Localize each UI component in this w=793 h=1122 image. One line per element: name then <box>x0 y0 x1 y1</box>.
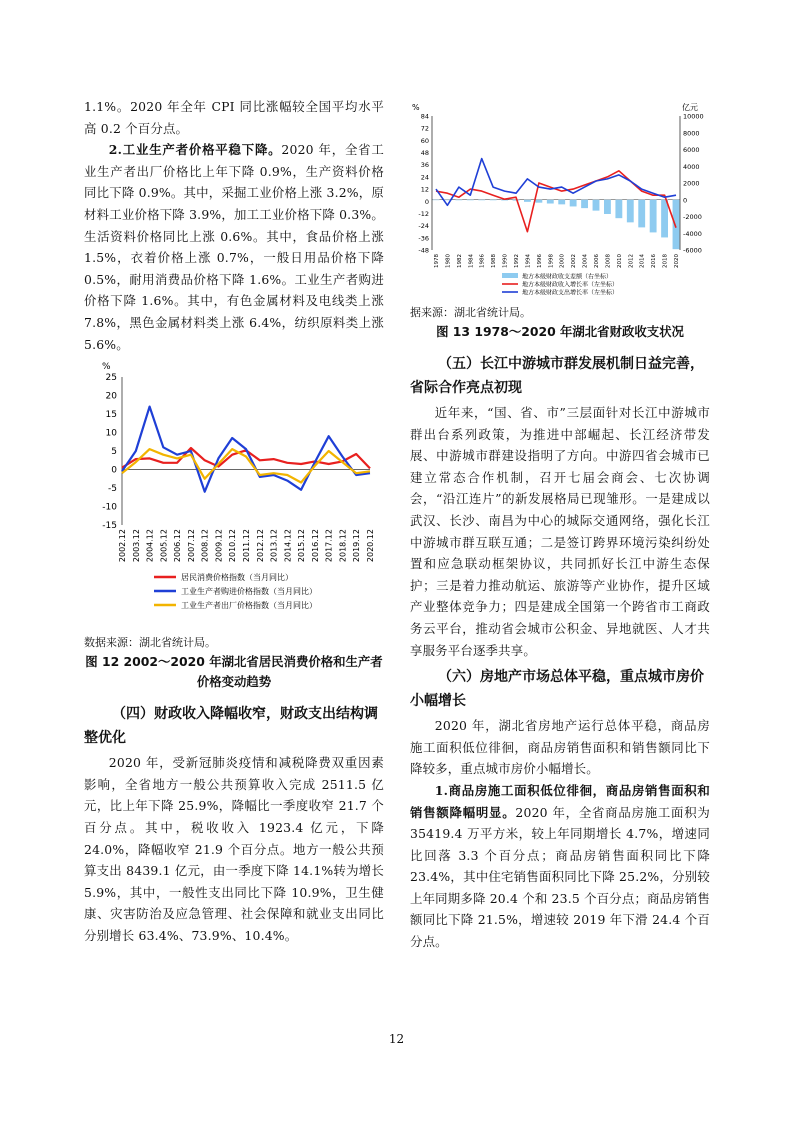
x-tick-label: 2007.12 <box>186 529 196 563</box>
paragraph-housing <box>410 780 710 953</box>
bar <box>627 200 634 223</box>
figure-12-chart <box>84 355 384 630</box>
x-tick-label: 2020.12 <box>366 529 375 563</box>
paragraph-yangtze: 近年来，“国、省、市”三层面针对长江中游城市群出台系列政策，为推进中部崛起、长江经济带发展、中游城市群建设指明了方向。中游四省会城市已建立常态合作机制，召开七届会商会、七次协调会，“沿江连片”的新发展格局已现雏形。一是建成以武汉、长沙、南昌为中心的城际交通网络，强化长江中游城市群互联互通；二是签订跨界环境污染纠纷处置和应急联动框架协议，共同抓好长江中游生态保护；三是着力推动航运、旅游等产业协作，提升区域产业整体竞争力；四是建成全国第一个跨省市工商政务云平台，推动省会城市公积金、异地就医、人才共享服务平台逐季共享。 <box>410 405 710 658</box>
right-tick-label: 4000 <box>683 162 700 171</box>
left-tick-label: 48 <box>420 149 429 158</box>
x-tick-label: 2004 <box>582 254 589 268</box>
x-tick-label: 2004.12 <box>145 529 155 563</box>
bar <box>638 200 645 228</box>
x-tick-label: 2015.12 <box>297 529 307 563</box>
left-axis-unit: % <box>412 103 420 112</box>
x-tick-label: 2002.12 <box>118 529 127 563</box>
bar <box>490 200 497 201</box>
legend-label-1: 居民消费价格指数（当月同比） <box>181 573 293 583</box>
x-tick-label: 2012 <box>628 254 635 268</box>
figure-13-caption: 图 13 1978～2020 年湖北省财政收支状况 <box>436 324 684 339</box>
right-tick-label: 6000 <box>683 146 700 154</box>
bar <box>455 200 462 201</box>
x-tick-label: 2010.12 <box>228 529 238 563</box>
page-number: 12 <box>388 1032 405 1046</box>
paragraph-housing-body: 2020 年，全省商品房施工面积为 35419.4 万平方米，较上年同期增长 4.7%，增速同比回落 3.3 个百分点；商品房销售面积同比下降 23.4%，其中住宅销售面积同比下降 25.2%，分别较上年同期多降 20.4 个和 23.5 个百分点；商品房销售额同比下降 21.5%，增速较 2019 年下滑 24.4 个百分点。 <box>410 804 710 950</box>
series-line-2 <box>122 407 370 492</box>
bar <box>593 200 600 211</box>
left-tick-label: 72 <box>420 124 429 133</box>
x-tick-label: 1982 <box>456 254 463 268</box>
x-tick-label: 2008.12 <box>200 529 210 563</box>
x-tick-label: 1980 <box>445 254 452 268</box>
figure-12-caption: 图 12 2002～2020 年湖北省居民消费价格和生产者价格变动趋势 <box>85 654 383 690</box>
x-tick-label: 2019.12 <box>352 529 362 563</box>
bar <box>467 200 474 201</box>
legend-swatch-bar <box>502 273 518 278</box>
figure-12-source: 数据来源：湖北省统计局。 <box>84 636 216 650</box>
bar <box>604 200 611 214</box>
y-tick-label: 20 <box>105 391 117 402</box>
right-tick-label: 0 <box>683 196 688 205</box>
x-tick-label: 1986 <box>479 254 486 268</box>
x-tick-label: 1988 <box>491 254 498 268</box>
x-tick-label: 2006.12 <box>173 529 183 563</box>
figure-13-source: 据来源：湖北省统计局。 <box>410 306 531 319</box>
x-tick-label: 1994 <box>525 254 532 268</box>
x-tick-label: 2008 <box>605 254 612 268</box>
paragraph-ppi-heading: 2.工业生产者价格平稳下降。 <box>108 142 282 158</box>
x-tick-label: 2016.12 <box>310 529 320 563</box>
x-tick-label: 2002 <box>571 254 578 268</box>
bar <box>535 200 542 203</box>
x-tick-label: 2003.12 <box>131 529 141 563</box>
x-tick-label: 2010 <box>616 254 623 268</box>
right-tick-label: 10000 <box>683 112 704 121</box>
paragraph-realestate: 2020 年，湖北省房地产运行总体平稳，商品房施工面积低位徘徊，商品房销售面积和销售额同比下降较多，重点城市房价小幅增长。 <box>410 718 710 777</box>
left-tick-label: -24 <box>418 222 429 231</box>
x-tick-label: 2018 <box>662 254 669 268</box>
x-tick-label: 2014 <box>639 254 646 268</box>
x-tick-label: 2016 <box>651 254 658 268</box>
x-tick-label: 1990 <box>502 254 509 268</box>
left-tick-label: -36 <box>418 234 429 243</box>
bar <box>524 200 531 202</box>
y-tick-label: -15 <box>102 521 117 532</box>
section-6-title: （六）房地产市场总体平稳，重点城市房价小幅增长 <box>410 669 704 710</box>
x-tick-label: 1996 <box>536 254 543 268</box>
y-tick-label: 15 <box>105 410 117 421</box>
left-tick-label: 0 <box>424 197 429 206</box>
legend-label-2: 地方本级财政支出增长率（左坐标） <box>522 289 619 297</box>
x-tick-label: 2014.12 <box>283 529 293 563</box>
y-axis-unit: % <box>102 362 111 373</box>
bar <box>478 200 485 201</box>
x-tick-label: 1998 <box>548 254 555 268</box>
left-tick-label: -48 <box>418 246 429 255</box>
y-tick-label: 10 <box>105 428 117 439</box>
bar <box>650 200 657 233</box>
paragraph-cpi-tail: 1.1%。2020 年全年 CPI 同比涨幅较全国平均水平高 0.2 个百分点。 <box>84 99 384 136</box>
series-line-2 <box>436 159 676 206</box>
bar <box>581 200 588 208</box>
x-tick-label: 2006 <box>594 254 600 268</box>
legend-label-2: 工业生产者购进价格指数（当月同比） <box>181 587 317 597</box>
left-tick-label: 60 <box>420 136 429 145</box>
paragraph-fiscal: 2020 年，受新冠肺炎疫情和减税降费双重因素影响，全省地方一般公共预算收入完成 2511.5 亿元，比上年下降 25.9%，降幅比一季度收窄 21.7 个百分点。其中，税收收入 1923.4 亿元，下降 24.0%，降幅收窄 21.9 个百分点。地方一般公共预算支出 8439.1 亿元，由一季度下降 14.1%转为增长 5.9%，其中，一般性支出同比下降 10.9%，卫生健康、灾害防治及应急管理、社会保障和就业支出同比分别增长 63.4%、73.9%、10.4%。 <box>84 755 384 943</box>
x-tick-label: 2013.12 <box>269 529 279 563</box>
bar <box>433 200 440 201</box>
legend-label-1: 地方本级财政收入增长率（左坐标） <box>522 281 619 289</box>
left-tick-label: 24 <box>420 173 429 182</box>
paragraph-ppi-body: 2020 年，全省工业生产者出厂价格比上年下降 0.9%，生产资料价格同比下降 0.9%。其中，采掘工业价格上涨 3.2%，原材料工业价格下降 3.9%，加工工业价格下降 0.3%。生活资料价格同比上涨 0.6%。其中，食品价格上涨 1.5%，衣着价格上涨 0.7%，一般日用品价格下降 0.5%，耐用消费品价格下降 1.6%。工业生产者购进价格下降 1.6%。其中，有色金属材料及电线类上涨 7.8%，黑色金属材料类上涨 6.4%，纺织原料类上涨 5.6%。 <box>84 142 384 352</box>
right-axis-unit: 亿元 <box>682 103 698 112</box>
left-column <box>84 96 384 946</box>
y-tick-label: 25 <box>105 373 117 384</box>
series-line-3 <box>122 449 370 482</box>
left-tick-label: 36 <box>420 161 429 170</box>
y-tick-label: 5 <box>111 447 117 458</box>
bar <box>558 200 565 205</box>
x-tick-label: 2005.12 <box>159 529 169 563</box>
x-tick-label: 2018.12 <box>338 529 348 563</box>
y-tick-label: -10 <box>102 502 117 513</box>
left-tick-label: 12 <box>420 185 429 194</box>
x-tick-label: 2011.12 <box>242 529 251 563</box>
bar <box>513 200 520 201</box>
right-tick-label: 8000 <box>683 129 700 138</box>
left-tick-label: -12 <box>418 209 429 218</box>
x-tick-label: 2009.12 <box>214 529 224 563</box>
bar <box>673 200 680 249</box>
right-column <box>410 100 710 953</box>
paragraph-ppi <box>84 139 384 355</box>
right-tick-label: -4000 <box>683 229 702 238</box>
figure-13-chart <box>410 100 710 300</box>
legend-label-0: 地方本级财政收支差额（右坐标） <box>522 273 613 281</box>
bar <box>661 200 668 238</box>
paragraph-housing-heading: 1.商品房施工面积低位徘徊，商品房销售面积和销售额降幅明显。 <box>410 782 710 820</box>
bar <box>615 200 622 218</box>
y-tick-label: 0 <box>111 465 117 476</box>
section-4-title: （四）财政收入降幅收窄，财政支出结构调整优化 <box>84 706 378 747</box>
y-tick-label: -5 <box>108 484 117 495</box>
left-tick-label: 84 <box>420 112 429 121</box>
x-tick-label: 2020 <box>674 254 680 268</box>
x-tick-label: 1992 <box>514 254 520 268</box>
right-tick-label: -2000 <box>683 213 702 221</box>
right-tick-label: 2000 <box>683 179 700 188</box>
x-tick-label: 1978 <box>434 254 440 268</box>
legend-label-3: 工业生产者出厂价格指数（当月同比） <box>181 601 317 611</box>
bar <box>570 200 577 207</box>
x-tick-label: 2012.12 <box>255 529 265 563</box>
x-tick-label: 2000 <box>559 254 566 268</box>
section-5-title: （五）长江中游城市群发展机制日益完善，省际合作亮点初现 <box>410 356 704 396</box>
x-tick-label: 2017.12 <box>324 529 334 563</box>
x-tick-label: 1984 <box>468 254 475 268</box>
bar <box>547 200 554 204</box>
right-tick-label: -6000 <box>683 246 702 255</box>
